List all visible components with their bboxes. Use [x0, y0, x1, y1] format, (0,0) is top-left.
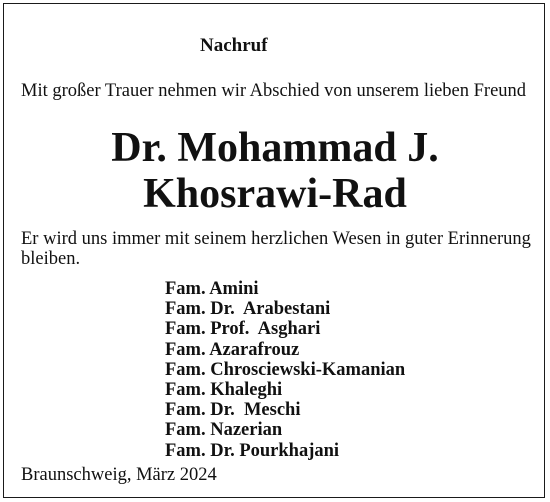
family-item: Fam. Azarafrouz: [165, 339, 300, 360]
family-item: Fam. Dr. Meschi: [165, 400, 301, 421]
deceased-name-line1: Dr. Mohammad J.: [111, 125, 439, 171]
family-item: Fam. Khaleghi: [165, 380, 283, 401]
family-item: Fam. Dr. Pourkhajani: [165, 440, 340, 461]
family-item: Fam. Prof. Asghari: [165, 319, 321, 340]
family-item: Fam. Amini: [165, 279, 259, 299]
intro-text: Mit großer Trauer nehmen wir Abschied von unserem lieben Freund: [21, 81, 527, 101]
family-item: Fam. Nazerian: [165, 420, 283, 441]
deceased-name-line2: Khosrawi-Rad: [143, 171, 407, 217]
place-date: Braunschweig, März 2024: [21, 465, 217, 485]
family-item: Fam. Dr. Arabestani: [165, 299, 331, 320]
family-item: Fam. Chrosciewski-Kamanian: [165, 359, 406, 380]
family-list: [165, 279, 405, 461]
memory-text: Er wird uns immer mit seinem herzlichen Wesen in guter Erinnerung bleiben.: [21, 229, 531, 269]
notice-heading: Nachruf: [200, 35, 268, 56]
